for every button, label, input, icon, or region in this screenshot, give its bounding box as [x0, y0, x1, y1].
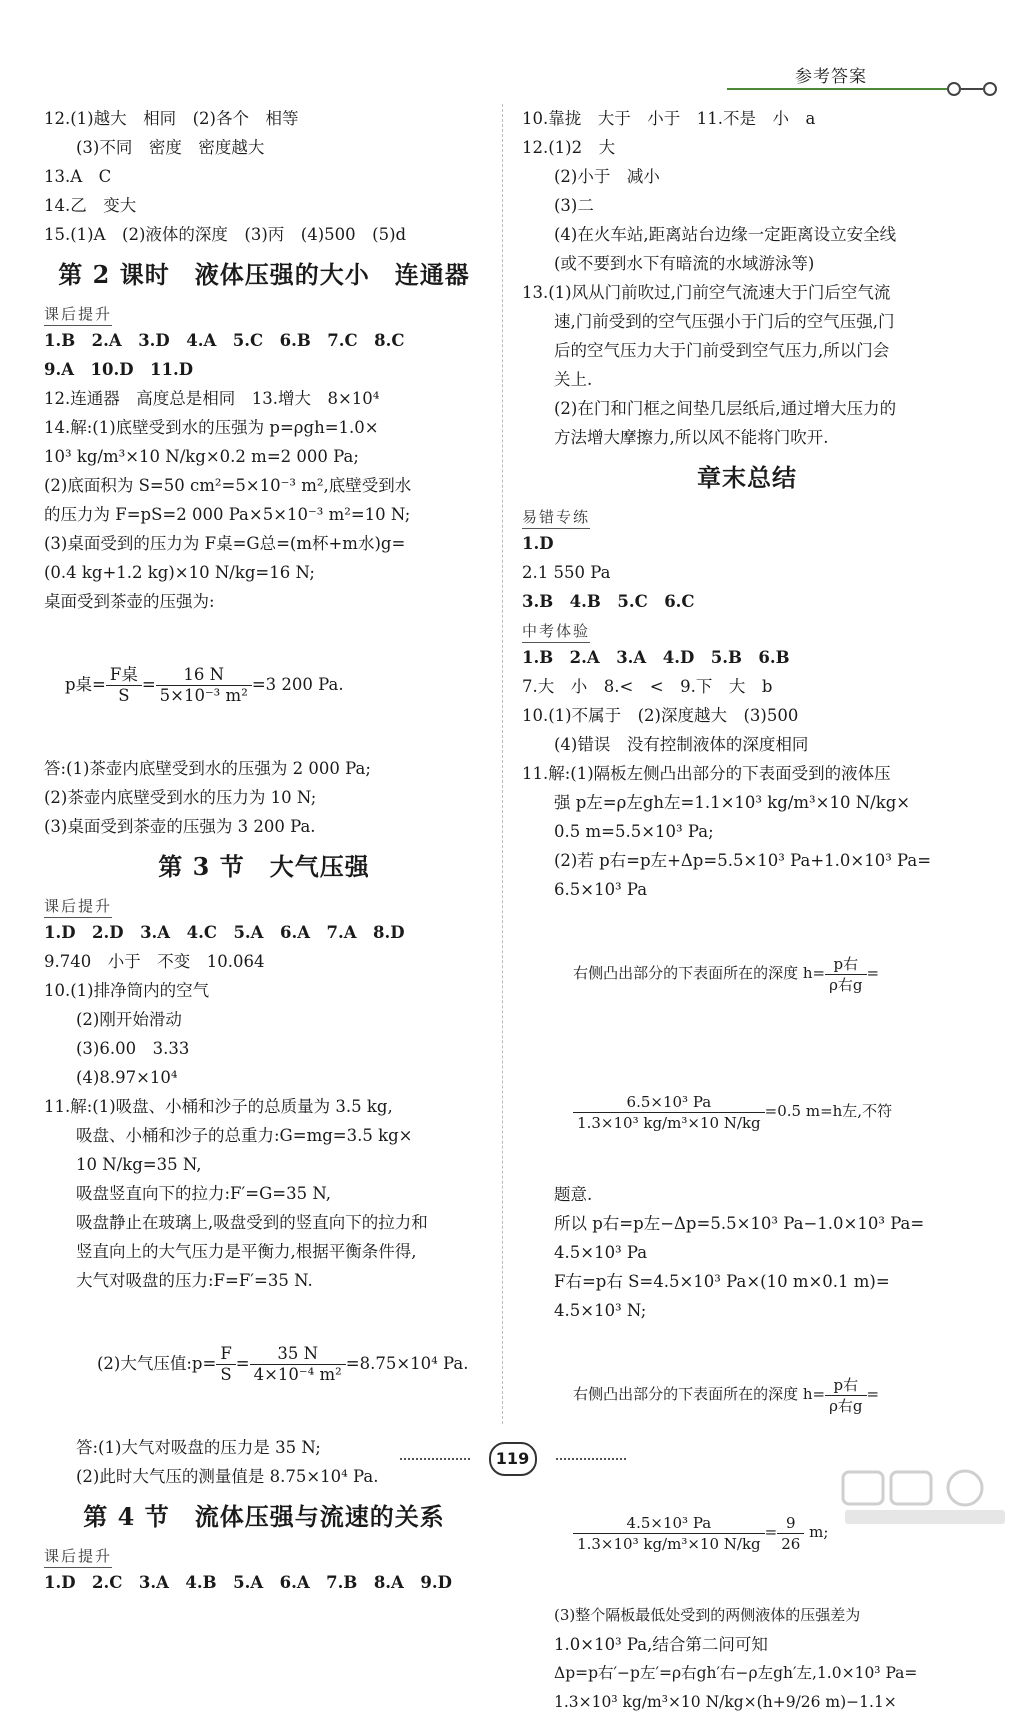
answer-line: 10.(1)排净筒内的空气: [44, 981, 210, 1000]
section-tag: 课后提升: [44, 303, 112, 326]
answer-line: (3)二: [554, 196, 594, 215]
header-ornament: [983, 82, 997, 96]
watermark-logo: [841, 1468, 1011, 1528]
fraction: $\frac{\text{6.5×10³ Pa}}{\text{1.3×10³ kg/m³×10 N/kg}}$: [573, 1092, 765, 1133]
answer-line: (4)8.97×10⁴: [76, 1068, 178, 1087]
answer-line: 1.D: [522, 534, 554, 553]
section-tag: 课后提升: [44, 895, 112, 918]
answer-line: 1.B 2.A 3.D 4.A 5.C 6.B 7.C 8.C: [44, 331, 405, 350]
answer-line: 关上.: [554, 370, 593, 389]
fraction: $\frac{16 N}{\text{5×10⁻³ m²}}$: [156, 665, 252, 706]
answer-line: 吸盘竖直向下的拉力:F′=G=35 N,: [76, 1184, 331, 1203]
section-tag: 易错专练: [522, 506, 590, 529]
answer-line: 桌面受到茶壶的压强为:: [44, 592, 215, 611]
answer-line: 速,门前受到的空气压强小于门后的空气压强,门: [554, 312, 895, 331]
answer-line: 2.1 550 Pa: [522, 563, 611, 582]
answer-line: (2)底面积为 S=50 cm²=5×10⁻³ m²,底壁受到水: [44, 476, 412, 495]
watermark-icon: [841, 1468, 1011, 1528]
answer-line: 答:(1)大气对吸盘的压力是 35 N;: [76, 1438, 321, 1457]
answer-line: 吸盘、小桶和沙子的总重力:G=mg=3.5 kg×: [76, 1126, 413, 1145]
answer-line: (0.4 kg+1.2 kg)×10 N/kg=16 N;: [44, 563, 315, 582]
answer-line: 吸盘静止在玻璃上,吸盘受到的竖直向下的拉力和: [76, 1213, 428, 1232]
answer-line: 6.5×10³ Pa: [554, 880, 648, 899]
answer-line: 11.解:(1)吸盘、小桶和沙子的总质量为 3.5 kg,: [44, 1097, 393, 1116]
answer-line: 14.解:(1)底壁受到水的压强为 p=ρgh=1.0×: [44, 418, 379, 437]
answer-line: (3)不同 密度 密度越大: [76, 138, 265, 157]
answer-line: 0.5 m=5.5×10³ Pa;: [554, 822, 714, 841]
answer-line: 竖直向上的大气压力是平衡力,根据平衡条件得,: [76, 1242, 417, 1261]
answer-line: (3)整个隔板最低处受到的两侧液体的压强差为: [554, 1606, 861, 1624]
answer-line: 所以 p右=p左−Δp=5.5×10³ Pa−1.0×10³ Pa=: [554, 1214, 925, 1233]
page-number: 119: [489, 1442, 537, 1476]
answer-line: 9.A 10.D 11.D: [44, 360, 194, 379]
answer-line: 4.5×10³ Pa: [554, 1243, 648, 1262]
fraction: $\frac{\text{4.5×10³ Pa}}{\text{1.3×10³ kg/m³×10 N/kg}}$: [573, 1513, 765, 1554]
answer-line: 13.A C: [44, 167, 112, 186]
answer-line: 10 N/kg=35 N,: [76, 1155, 202, 1174]
formula-line: 右侧凸出部分的下表面所在的深度 h= $\frac{\text{p右}}{\text{ρ右g}}$ =: [573, 954, 880, 994]
header-title: 参考答案: [795, 67, 867, 87]
answer-line: 答:(1)茶壶内底壁受到水的压强为 2 000 Pa;: [44, 759, 371, 778]
answer-line: 方法增大摩擦力,所以风不能将门吹开.: [554, 428, 829, 447]
answer-line: (2)小于 减小: [554, 167, 660, 186]
answer-line: 后的空气压力大于门前受到空气压力,所以门会: [554, 341, 890, 360]
section-title: 第 4 节 流体压强与流速的关系: [83, 1502, 445, 1531]
fraction: $\frac{\text{F桌}}{S}$: [106, 665, 142, 706]
answer-line: 1.B 2.A 3.A 4.D 5.B 6.B: [522, 648, 790, 667]
answer-line: (3)桌面受到茶壶的压强为 3 200 Pa.: [44, 817, 316, 836]
answer-line: 1.3×10³ kg/m³×10 N/kg×(h+9/26 m)−1.1×: [554, 1693, 897, 1711]
fraction: $\frac{9}{26}$: [777, 1513, 804, 1554]
answer-line: (3)桌面受到的压力为 F桌=G总=(m杯+m水)g=: [44, 534, 406, 553]
header-rule: [727, 88, 947, 90]
answer-line: 大气对吸盘的压力:F=F′=35 N.: [76, 1271, 313, 1290]
answer-line: (2)若 p右=p左+Δp=5.5×10³ Pa+1.0×10³ Pa=: [554, 851, 932, 870]
section-title: 第 3 节 大气压强: [158, 852, 370, 881]
answer-line: (4)错误 没有控制液体的深度相同: [554, 735, 809, 754]
formula-line: $\frac{\text{6.5×10³ Pa}}{\text{1.3×10³ kg/m³×10 N/kg}}$ =0.5 m=h左,不符: [522, 1042, 972, 1180]
answer-line: 3.B 4.B 5.C 6.C: [522, 592, 695, 611]
answer-line: 1.D 2.C 3.A 4.B 5.A 6.A 7.B 8.A 9.D: [44, 1573, 452, 1592]
answer-line: 1.D 2.D 3.A 4.C 5.A 6.A 7.A 8.D: [44, 923, 405, 942]
answer-line: 7.大 小 8.< < 9.下 大 b: [522, 677, 773, 696]
section-tag: 中考体验: [522, 620, 590, 643]
answer-line: 强 p左=ρ左gh左=1.1×10³ kg/m³×10 N/kg×: [554, 793, 911, 812]
section-tag: 课后提升: [44, 1545, 112, 1568]
answer-line: 12.连通器 高度总是相同 13.增大 8×10⁴: [44, 389, 380, 408]
answer-line: 题意.: [554, 1185, 593, 1204]
formula-line: (2)大气压值:p= $\frac{F}{S}$ = $\frac{35 N}{\text{4×10⁻⁴ m²}}$ =8.75×10⁴ Pa.: [96, 1344, 469, 1384]
answer-line: 12.(1)2 大: [522, 138, 616, 157]
header-ornament: [947, 82, 961, 96]
answer-line: 9.740 小于 不变 10.064: [44, 952, 265, 971]
formula-line: 右侧凸出部分的下表面所在的深度 h= $\frac{\text{p右}}{\text{ρ右g}}$ =: [573, 1375, 880, 1415]
formula-line: $\frac{\text{4.5×10³ Pa}}{\text{1.3×10³ kg/m³×10 N/kg}}$ = $\frac{9}{26}$ m;: [522, 1463, 972, 1601]
answer-line: (2)刚开始滑动: [76, 1010, 182, 1029]
answer-line: 10³ kg/m³×10 N/kg×0.2 m=2 000 Pa;: [44, 447, 359, 466]
answer-line: (2)在门和门框之间垫几层纸后,通过增大压力的: [554, 399, 897, 418]
fraction: $\frac{\text{p右}}{\text{ρ右g}}$: [825, 954, 866, 995]
answer-line: 4.5×10³ N;: [554, 1301, 647, 1320]
answer-line: 1.0×10³ Pa,结合第二问可知: [554, 1635, 768, 1654]
answer-line: (2)此时大气压的测量值是 8.75×10⁴ Pa.: [76, 1467, 379, 1486]
formula-line: p桌= $\frac{\text{F桌}}{S}$ = $\frac{16 N}{\text{5×10⁻³ m²}}$ =3 200 Pa.: [64, 665, 344, 705]
answer-line: 的压力为 F=pS=2 000 Pa×5×10⁻³ m²=10 N;: [44, 505, 411, 524]
section-title: 章末总结: [697, 463, 797, 492]
answer-line: (4)在火车站,距离站台边缘一定距离设立安全线: [554, 225, 897, 244]
answer-line: 13.(1)风从门前吹过,门前空气流速大于门后空气流: [522, 283, 891, 302]
answer-line: (2)茶壶内底壁受到水的压力为 10 N;: [44, 788, 317, 807]
column-divider: [502, 104, 503, 1424]
left-column: [44, 104, 484, 1597]
answer-line: Δp=p右′−p左′=ρ右gh′右−ρ左gh′左,1.0×10³ Pa=: [554, 1664, 918, 1682]
answer-line: (或不要到水下有暗流的水域游泳等): [554, 254, 815, 273]
running-header: [577, 60, 997, 100]
answer-line: 15.(1)A (2)液体的深度 (3)丙 (4)500 (5)d: [44, 225, 407, 244]
answer-line: 12.(1)越大 相同 (2)各个 相等: [44, 109, 299, 128]
answer-line: (3)6.00 3.33: [76, 1039, 190, 1058]
answer-line: 14.乙 变大: [44, 196, 137, 215]
fraction: $\frac{\text{p右}}{\text{ρ右g}}$: [825, 1375, 866, 1416]
answer-line: 10.(1)不属于 (2)深度越大 (3)500: [522, 706, 799, 725]
fraction: $\frac{35 N}{\text{4×10⁻⁴ m²}}$: [250, 1344, 346, 1385]
answer-line: 10.靠拢 大于 小于 11.不是 小 a: [522, 109, 816, 128]
answer-line: F右=p右 S=4.5×10³ Pa×(10 m×0.1 m)=: [554, 1272, 890, 1291]
section-title: 第 2 课时 液体压强的大小 连通器: [58, 260, 470, 289]
answer-line: 11.解:(1)隔板左侧凸出部分的下表面受到的液体压: [522, 764, 891, 783]
fraction: $\frac{F}{S}$: [216, 1344, 235, 1385]
